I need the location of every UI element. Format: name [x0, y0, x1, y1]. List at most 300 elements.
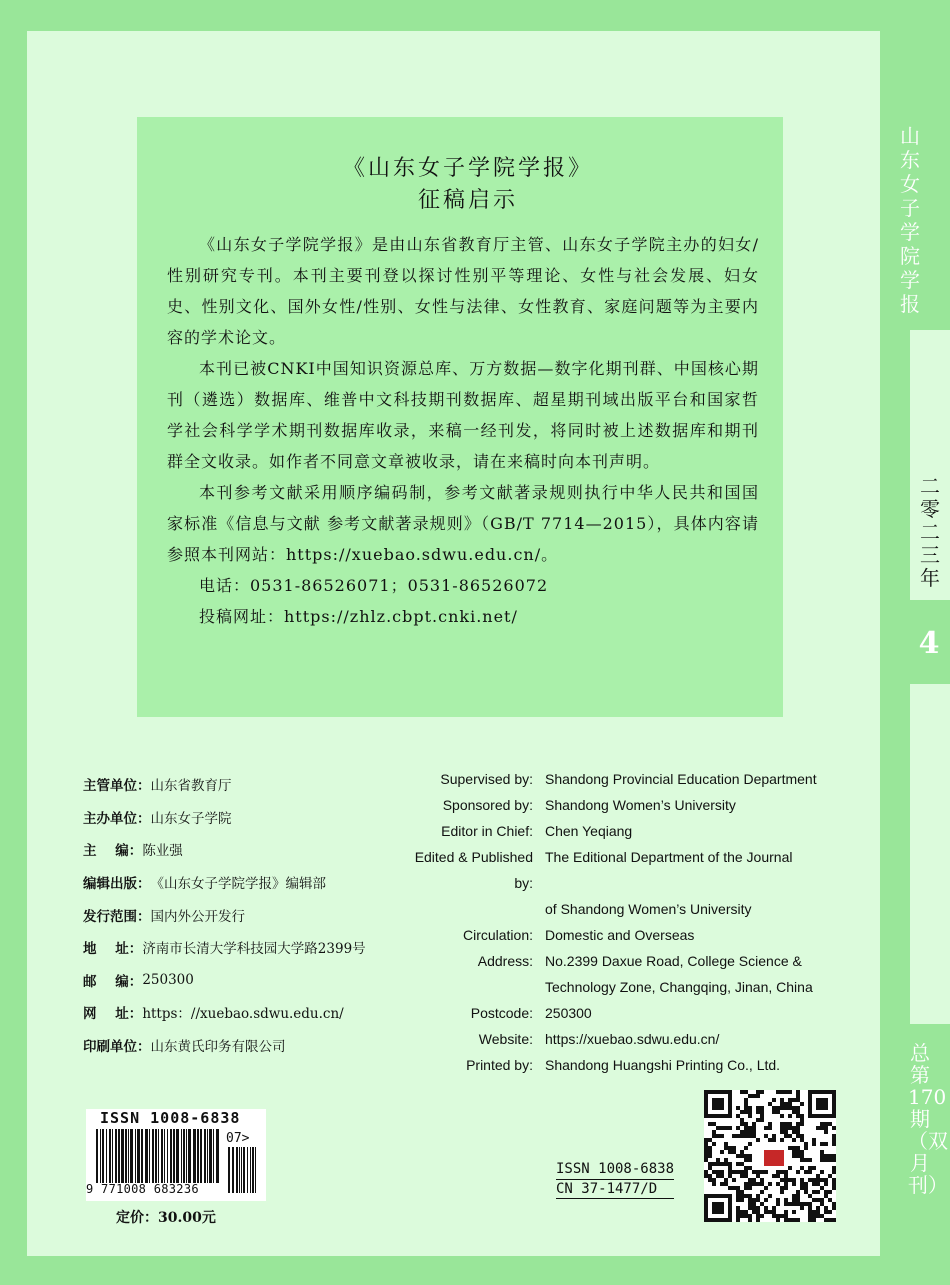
qr-code-graphic: [704, 1090, 836, 1222]
qr-module: [756, 1210, 760, 1214]
qr-module: [776, 1198, 780, 1202]
qr-module: [756, 1118, 760, 1122]
qr-module: [712, 1098, 724, 1110]
info-row: [395, 922, 855, 948]
qr-module: [740, 1198, 744, 1202]
qr-module: [800, 1166, 804, 1170]
qr-module: [744, 1130, 748, 1134]
qr-module: [780, 1178, 784, 1182]
qr-module: [744, 1158, 748, 1162]
qr-module: [780, 1170, 784, 1174]
qr-module: [820, 1122, 824, 1126]
qr-module: [756, 1194, 760, 1198]
qr-module: [828, 1210, 832, 1214]
info-value: 250300: [545, 1005, 592, 1021]
info-row: [395, 792, 855, 818]
qr-module: [752, 1206, 756, 1210]
qr-module: [784, 1134, 788, 1138]
qr-module: [744, 1146, 748, 1150]
barcode-bar: [213, 1129, 214, 1183]
info-label: Printed by:: [466, 1057, 533, 1073]
barcode-bar: [200, 1129, 202, 1183]
qr-module: [756, 1138, 760, 1142]
qr-module: [780, 1098, 784, 1102]
qr-module: [832, 1206, 836, 1210]
qr-module: [736, 1114, 740, 1118]
qr-module: [784, 1126, 788, 1130]
info-value: https：//xuebao.sdwu.edu.cn/: [142, 1006, 344, 1023]
qr-module: [784, 1130, 788, 1134]
qr-module: [708, 1122, 712, 1126]
info-value: https://xuebao.sdwu.edu.cn/: [545, 1031, 720, 1047]
qr-module: [728, 1166, 732, 1170]
qr-module: [708, 1150, 712, 1154]
qr-module: [752, 1134, 756, 1138]
qr-module: [828, 1154, 832, 1158]
qr-module: [704, 1142, 708, 1146]
info-label: 发行范围：: [83, 908, 151, 925]
info-value: 济南市长清大学科技园大学路2399号: [142, 941, 366, 958]
barcode-bar: [243, 1147, 245, 1193]
qr-module: [788, 1106, 792, 1110]
barcode-bar: [197, 1129, 199, 1183]
qr-module: [724, 1178, 728, 1182]
qr-module: [704, 1138, 708, 1142]
qr-module: [760, 1178, 764, 1182]
qr-module: [748, 1134, 752, 1138]
qr-module: [768, 1194, 772, 1198]
info-label: Edited & Published by:: [414, 849, 533, 891]
qr-module: [824, 1126, 828, 1130]
qr-module: [808, 1214, 812, 1218]
info-value: 山东黄氏印务有限公司: [150, 1039, 286, 1056]
qr-module: [764, 1210, 768, 1214]
qr-module: [756, 1174, 760, 1178]
qr-module: [712, 1142, 716, 1146]
qr-module: [784, 1214, 788, 1218]
qr-module: [748, 1106, 752, 1110]
qr-module: [804, 1170, 808, 1174]
qr-module: [808, 1166, 812, 1170]
qr-module: [764, 1198, 768, 1202]
qr-module: [816, 1214, 820, 1218]
qr-module: [736, 1214, 740, 1218]
barcode-bar: [164, 1129, 165, 1183]
qr-module: [748, 1214, 752, 1218]
qr-module: [784, 1106, 788, 1110]
info-value: 《山东女子学院学报》编辑部: [150, 876, 326, 893]
qr-module: [796, 1090, 800, 1094]
info-row: [83, 964, 423, 997]
qr-module: [712, 1162, 716, 1166]
qr-module: [708, 1174, 712, 1178]
qr-module: [792, 1154, 796, 1158]
qr-module: [784, 1102, 788, 1106]
qr-module: [772, 1106, 776, 1110]
barcode-bar: [216, 1129, 219, 1183]
notice-title: 《山东女子学院学报》: [342, 156, 593, 181]
qr-module: [756, 1206, 760, 1210]
qr-module: [736, 1210, 740, 1214]
barcode-bar: [183, 1129, 185, 1183]
qr-module: [832, 1142, 836, 1146]
qr-module: [728, 1162, 732, 1166]
qr-module: [808, 1202, 812, 1206]
qr-module: [796, 1134, 800, 1138]
qr-module: [780, 1214, 784, 1218]
qr-module: [784, 1178, 788, 1182]
qr-module: [728, 1146, 732, 1150]
qr-module: [776, 1106, 780, 1110]
qr-module: [792, 1110, 796, 1114]
qr-module: [752, 1178, 756, 1182]
info-value: Shandong Provincial Education Department: [545, 771, 817, 787]
qr-module: [752, 1130, 756, 1134]
qr-module: [776, 1202, 780, 1206]
barcode-bar: [207, 1129, 208, 1183]
info-value: 山东女子学院: [150, 810, 232, 827]
qr-module: [796, 1154, 800, 1158]
qr-module: [776, 1174, 780, 1178]
qr-module: [756, 1218, 760, 1222]
qr-module: [760, 1170, 764, 1174]
qr-module: [788, 1126, 792, 1130]
qr-module: [748, 1186, 752, 1190]
qr-module: [792, 1138, 796, 1142]
info-label: Sponsored by:: [442, 797, 533, 813]
qr-module: [736, 1186, 740, 1190]
qr-module: [772, 1110, 776, 1114]
qr-module: [744, 1126, 748, 1130]
isbn-barcode: [86, 1109, 266, 1201]
qr-module: [720, 1126, 724, 1130]
barcode-bar: [137, 1129, 140, 1183]
qr-module: [748, 1178, 752, 1182]
qr-module: [712, 1122, 716, 1126]
qr-module: [800, 1134, 804, 1138]
qr-module: [796, 1126, 800, 1130]
qr-module: [752, 1170, 756, 1174]
qr-module: [764, 1186, 768, 1190]
qr-module: [740, 1118, 744, 1122]
publication-info-chinese: [83, 768, 423, 1061]
qr-module: [792, 1210, 796, 1214]
info-label: 地 址：: [83, 941, 143, 958]
qr-module: [760, 1106, 764, 1110]
qr-module: [792, 1106, 796, 1110]
qr-module: [736, 1218, 740, 1222]
info-label: [395, 974, 545, 1000]
qr-module: [792, 1098, 796, 1102]
qr-module: [780, 1186, 784, 1190]
info-row: [83, 801, 423, 834]
qr-module: [820, 1214, 824, 1218]
qr-module: [800, 1150, 804, 1154]
qr-module: [820, 1126, 824, 1130]
qr-module: [748, 1202, 752, 1206]
qr-module: [708, 1178, 712, 1182]
qr-module: [820, 1202, 824, 1206]
qr-module: [792, 1146, 796, 1150]
qr-module: [832, 1170, 836, 1174]
notice-phone: 电话：0531-86526071；0531-86526072: [199, 576, 549, 595]
qr-module: [752, 1094, 756, 1098]
call-for-papers: [137, 117, 783, 717]
info-value: of Shandong Women’s University: [545, 901, 752, 917]
qr-module: [800, 1202, 804, 1206]
barcode-addon: 07>: [226, 1131, 250, 1146]
qr-module: [812, 1198, 816, 1202]
qr-module: [740, 1190, 744, 1194]
barcode-digits: 9 771008 683236: [86, 1182, 199, 1196]
qr-module: [796, 1194, 800, 1198]
qr-module: [796, 1202, 800, 1206]
qr-module: [776, 1090, 780, 1094]
info-label: 印刷单位：: [83, 1039, 151, 1056]
qr-module: [780, 1138, 784, 1142]
qr-module: [760, 1110, 764, 1114]
qr-module: [788, 1114, 792, 1118]
qr-module: [716, 1174, 720, 1178]
qr-module: [808, 1194, 812, 1198]
info-label: Supervised by:: [440, 771, 533, 787]
info-value: Chen Yeqiang: [545, 823, 633, 839]
qr-module: [708, 1138, 712, 1142]
qr-module: [704, 1170, 708, 1174]
qr-module: [736, 1126, 740, 1130]
barcode-bars: [94, 1129, 222, 1183]
qr-module: [796, 1170, 800, 1174]
qr-module: [788, 1166, 792, 1170]
qr-module: [760, 1190, 764, 1194]
barcode-bar: [96, 1129, 98, 1183]
qr-module: [740, 1214, 744, 1218]
qr-module: [832, 1134, 836, 1138]
qr-module: [740, 1130, 744, 1134]
qr-module: [732, 1170, 736, 1174]
qr-module: [736, 1170, 740, 1174]
qr-module: [744, 1134, 748, 1138]
qr-module: [728, 1126, 732, 1130]
qr-module: [788, 1122, 792, 1126]
qr-module: [828, 1174, 832, 1178]
qr-module: [808, 1210, 812, 1214]
qr-module: [780, 1114, 784, 1118]
qr-module: [744, 1170, 748, 1174]
qr-module: [756, 1198, 760, 1202]
qr-module: [808, 1158, 812, 1162]
qr-module: [804, 1182, 808, 1186]
qr-module: [728, 1150, 732, 1154]
qr-module: [792, 1202, 796, 1206]
qr-module: [752, 1126, 756, 1130]
qr-module: [752, 1122, 756, 1126]
spine-total-issue: 总第170期（双月刊）: [908, 1041, 948, 1197]
qr-module: [752, 1202, 756, 1206]
qr-module: [756, 1110, 760, 1114]
qr-module: [780, 1090, 784, 1094]
qr-module: [832, 1126, 836, 1130]
qr-module: [796, 1146, 800, 1150]
barcode-bar: [209, 1129, 212, 1183]
qr-module: [708, 1166, 712, 1170]
qr-module: [812, 1182, 816, 1186]
info-label: Editor in Chief:: [441, 823, 533, 839]
qr-module: [816, 1182, 820, 1186]
qr-module: [716, 1162, 720, 1166]
qr-module: [724, 1146, 728, 1150]
qr-module: [792, 1198, 796, 1202]
qr-module: [824, 1158, 828, 1162]
barcode-bar: [236, 1147, 238, 1193]
info-value: 陈业强: [142, 843, 183, 860]
info-row: [83, 931, 423, 964]
qr-module: [812, 1138, 816, 1142]
qr-module: [732, 1178, 736, 1182]
qr-module: [788, 1102, 792, 1106]
qr-module: [828, 1198, 832, 1202]
qr-module: [724, 1126, 728, 1130]
qr-module: [756, 1090, 760, 1094]
qr-module: [712, 1170, 716, 1174]
qr-module: [744, 1110, 748, 1114]
qr-module: [748, 1094, 752, 1098]
info-row: [395, 766, 855, 792]
info-value: No.2399 Daxue Road, College Science &: [545, 953, 802, 969]
qr-module: [740, 1194, 744, 1198]
qr-module: [788, 1146, 792, 1150]
qr-module: [712, 1202, 724, 1214]
qr-module: [748, 1198, 752, 1202]
qr-module: [820, 1170, 824, 1174]
qr-module: [768, 1102, 772, 1106]
info-row: [83, 866, 423, 899]
qr-module: [748, 1194, 752, 1198]
qr-module: [744, 1182, 748, 1186]
qr-module: [740, 1174, 744, 1178]
spine-blank-box: [910, 684, 950, 1024]
qr-module: [744, 1154, 748, 1158]
qr-module: [748, 1166, 752, 1170]
qr-module: [812, 1142, 816, 1146]
info-value: 山东省教育厅: [150, 778, 232, 795]
barcode-bar: [118, 1129, 120, 1183]
qr-module: [824, 1130, 828, 1134]
qr-module: [788, 1098, 792, 1102]
qr-module: [724, 1182, 728, 1186]
qr-module: [800, 1154, 804, 1158]
qr-module: [816, 1178, 820, 1182]
spine-year-box: [910, 330, 950, 600]
spine-issue-number: 4: [918, 626, 940, 661]
qr-module: [728, 1186, 732, 1190]
qr-module: [796, 1190, 800, 1194]
qr-module: [724, 1162, 728, 1166]
info-row: [395, 844, 855, 896]
qr-module: [820, 1198, 824, 1202]
barcode-bar: [145, 1129, 148, 1183]
qr-module: [788, 1218, 792, 1222]
qr-module: [748, 1182, 752, 1186]
qr-module: [748, 1130, 752, 1134]
qr-module: [816, 1126, 820, 1130]
qr-module: [792, 1218, 796, 1222]
qr-module: [756, 1170, 760, 1174]
qr-module: [820, 1158, 824, 1162]
qr-module: [744, 1214, 748, 1218]
qr-module: [728, 1174, 732, 1178]
info-label: 编辑出版：: [83, 876, 151, 893]
qr-module: [740, 1150, 744, 1154]
info-value: Domestic and Overseas: [545, 927, 695, 943]
qr-module: [792, 1182, 796, 1186]
info-row: [395, 1000, 855, 1026]
qr-module: [740, 1210, 744, 1214]
publication-info-english: [395, 766, 855, 1078]
barcode-bar: [161, 1129, 163, 1183]
qr-module: [784, 1182, 788, 1186]
qr-module: [800, 1138, 804, 1142]
qr-module: [824, 1210, 828, 1214]
qr-module: [744, 1166, 748, 1170]
price: 定价：30.00元: [116, 1210, 216, 1226]
qr-module: [736, 1190, 740, 1194]
qr-module: [804, 1186, 808, 1190]
qr-module: [824, 1194, 828, 1198]
info-label: 网 址：: [83, 1006, 143, 1023]
qr-module: [764, 1134, 768, 1138]
issn-number: ISSN 1008-6838: [556, 1160, 674, 1180]
barcode-bar: [255, 1147, 256, 1193]
qr-module: [812, 1210, 816, 1214]
barcode-bar: [149, 1129, 150, 1183]
qr-module: [832, 1218, 836, 1222]
qr-module: [804, 1202, 808, 1206]
qr-module: [736, 1206, 740, 1210]
qr-module: [760, 1202, 764, 1206]
qr-module: [804, 1190, 808, 1194]
qr-module: [764, 1170, 768, 1174]
qr-module: [772, 1174, 776, 1178]
qr-module: [820, 1178, 824, 1182]
qr-module: [704, 1146, 708, 1150]
qr-module: [712, 1130, 716, 1134]
qr-module: [776, 1182, 780, 1186]
qr-module: [768, 1122, 772, 1126]
qr-module: [760, 1182, 764, 1186]
qr-module: [808, 1218, 812, 1222]
qr-module: [736, 1198, 740, 1202]
barcode-bar: [181, 1129, 182, 1183]
qr-module: [796, 1114, 800, 1118]
qr-module: [824, 1190, 828, 1194]
qr-module: [732, 1186, 736, 1190]
qr-module: [704, 1174, 708, 1178]
qr-module: [796, 1150, 800, 1154]
qr-module: [716, 1158, 720, 1162]
qr-module: [736, 1106, 740, 1110]
qr-module: [740, 1154, 744, 1158]
barcode-bar: [102, 1129, 104, 1183]
info-row: [83, 768, 423, 801]
qr-module: [716, 1170, 720, 1174]
qr-module: [784, 1202, 788, 1206]
qr-module: [744, 1122, 748, 1126]
barcode-bar: [167, 1129, 168, 1183]
qr-module: [824, 1122, 828, 1126]
qr-module: [748, 1154, 752, 1158]
qr-module: [800, 1206, 804, 1210]
